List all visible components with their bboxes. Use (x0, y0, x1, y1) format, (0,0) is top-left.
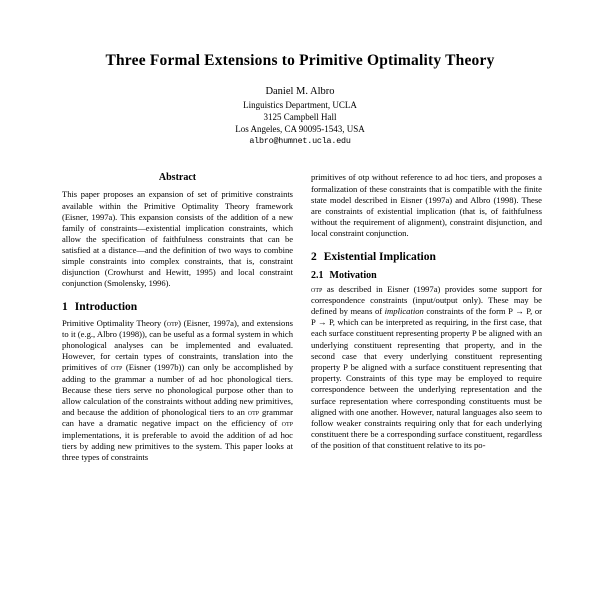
intro-smallcaps-4: otp (281, 418, 293, 429)
intro-text-e: implementations, it is preferable to avoid the addition of ad hoc tiers by adding new primitives to the system. This paper looks at three types of constraints (62, 429, 293, 462)
intro-text-d: grammar can have a dramatic negative impact on the efficiency of (62, 407, 293, 429)
subsection-heading-motivation (311, 270, 542, 281)
column-left (62, 172, 293, 463)
intro-text-b: ) (Eisner, 1997a), and extensions to it (e.g., Albro (1998)), can be useful as a formal system in which phonological analyses can be implemented and evaluated. However, for certain types of constraints, translation into the primitives of (62, 317, 293, 373)
intro-smallcaps-2: otp (111, 362, 123, 373)
affiliation-line-2: 3125 Campbell Hall (263, 112, 337, 123)
author-name: Daniel M. Albro (265, 86, 335, 97)
body-columns (62, 172, 542, 463)
intro-smallcaps-3: otp (247, 407, 260, 418)
existential-smallcaps-1: otp (311, 283, 323, 294)
section-number: 1 (62, 300, 68, 313)
section-title: Introduction (74, 300, 138, 313)
intro-text-c: (Eisner (1997b)) can only be accomplished by adding to the grammar a number of ad hoc phonological tiers. Because these tiers serve no phonological purpose other than to allow calculation of the constraints without adding new primitives, and because the addition of phonological tiers to an (62, 362, 293, 418)
introduction-paragraph-2: primitives of otp without reference to ad hoc tiers, and proposes a formalization of these constraints that is compatible with the finite state model described in Eisner (1997a) and Albro (1998). These are constraints of existential implication (that is, of faithfulness without the requirement of alignment), constraint disjunction, and local constraint conjunction. (311, 172, 542, 239)
column-right (311, 172, 542, 463)
existential-text-b: constraints of the form P → P, or P → P, which can be interpreted as requiring, in the first case, that each surface constituent representing property P be aligned with an underlying constituent representing that property, and in the second case that every underlying constituent representing property P be aligned with a surface constituent representing that property. Constraints of this type may be employed to require correspondence between the underlying representation and the surface representation where corresponding constituents must be aligned with one another. However, natural languages also seem to follow weaker constraints requiring only that for each underlying constituent there be a corresponding surface constituent, regardless of the position of that constituent relative to its po- (311, 306, 542, 451)
abstract-heading: Abstract (158, 172, 197, 184)
existential-text-a: as described in Eisner (1997a) provides some support for correspondence constraints (input/output only). These may be defined by means of (311, 283, 542, 317)
author-email: albro@humnet.ucla.edu (249, 136, 351, 147)
introduction-paragraph-1 (62, 318, 293, 464)
section-heading-existential (311, 251, 542, 263)
section-heading-introduction (62, 301, 293, 313)
intro-smallcaps-1: otp (166, 317, 179, 328)
intro-text-a: Primitive Optimality Theory ( (62, 317, 167, 328)
section-number-2: 2 (311, 250, 317, 263)
existential-italic-1: implication (384, 306, 424, 317)
section-title-2: Existential Implication (323, 250, 436, 263)
subsection-title: Motivation (329, 269, 377, 281)
existential-paragraph-1 (311, 284, 542, 452)
affiliation-line-3: Los Angeles, CA 90095-1543, USA (235, 124, 365, 135)
affiliation-block (62, 99, 538, 135)
affiliation-line-1: Linguistics Department, UCLA (243, 100, 357, 110)
page-title: Three Formal Extensions to Primitive Optimality Theory (105, 52, 495, 69)
abstract-text: This paper proposes an expansion of set of primitive constraints available within the Primitive Optimality Theory framework (Eisner, 1997a). This expansion consists of the addition of a new family of constraints—existential implication constraints, which allow the specification of faithfulness constraints that can be satisfied at a distance—and the definition of two ways to combine simple constraints into complex constraints, that is, constraint disjunction (Crowhurst and Hewitt, 1995) and local constraint conjunction (Smolensky, 1996). (62, 189, 293, 289)
subsection-number: 2.1 (311, 269, 324, 281)
